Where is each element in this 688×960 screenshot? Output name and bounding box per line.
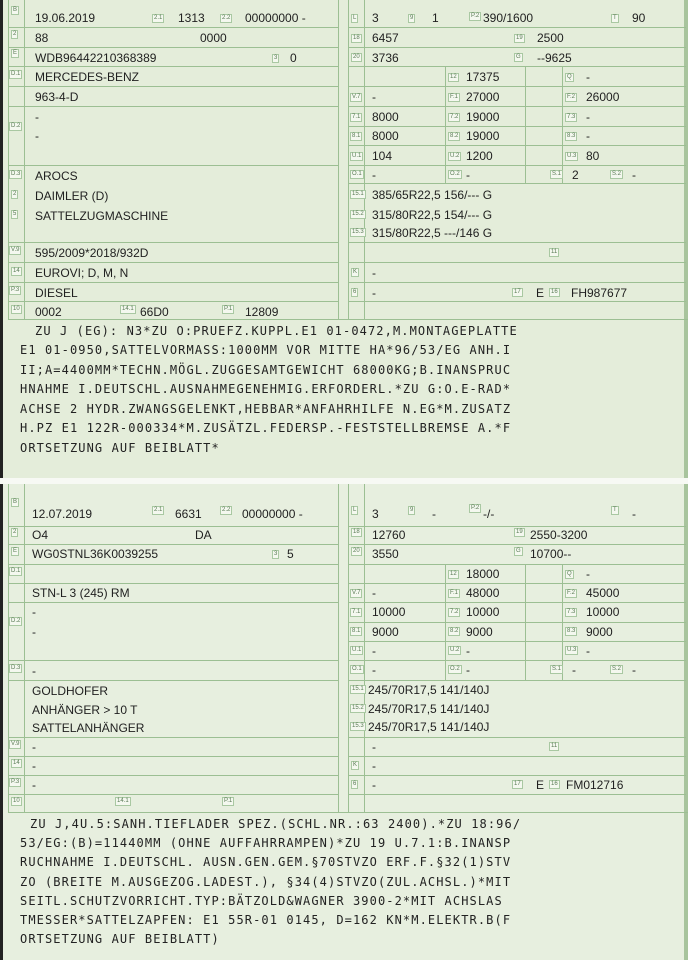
right-edge	[684, 484, 688, 960]
remarks-line: II;A=4400MM*TECHN.MÖGL.ZUGGESAMTGEWICHT 68000KG;B.INANSPRUC	[20, 363, 512, 377]
remarks-line: RUCHNAHME I.DEUTSCHL. AUSN.GEN.GEM.§70STVZO ERF.F.§32(1)STV	[20, 855, 512, 869]
axles: 3	[372, 507, 379, 521]
axle-load-7-1: 8000	[372, 110, 399, 124]
max-mass-f1: 27000	[466, 90, 500, 104]
field-2b: DA	[195, 528, 212, 542]
field-v7: -	[372, 586, 376, 600]
field-q: -	[586, 567, 590, 581]
left-edge	[0, 0, 3, 478]
axles: 3	[372, 11, 379, 25]
standing-places: -	[632, 663, 636, 677]
remarks-line: ORTSETZUNG AUF BEIBLATT*	[20, 441, 220, 455]
approval-number: 595/2009*2018/932D	[35, 246, 149, 260]
remarks-line: ORTSETZUNG AUF BEIBLATT)	[20, 932, 220, 946]
left-edge	[0, 484, 3, 960]
field-v7: -	[372, 90, 376, 104]
field-o1: -	[372, 168, 376, 182]
make: MERCEDES-BENZ	[35, 70, 140, 84]
manufacturer: DAIMLER (D)	[35, 189, 109, 203]
remarks-line: ZO (BREITE M.AUSGEZOG.LADEST.), §34(4)STVZO(ZUL.ACHSL.)*MIT	[20, 875, 512, 889]
field-k: -	[372, 759, 376, 773]
field-u3: -	[586, 644, 590, 658]
axle-load-7-3: -	[586, 110, 590, 124]
field-u2: 1200	[466, 149, 493, 163]
field-14-1: 66D0	[140, 305, 169, 319]
field-o2: -	[466, 663, 470, 677]
type: 963-4-D	[35, 90, 79, 104]
field-k: -	[372, 266, 376, 280]
standing-places: -	[632, 168, 636, 182]
field-o2: -	[466, 168, 470, 182]
height: 3550	[372, 547, 399, 561]
axle-load-7-1: 10000	[372, 605, 406, 619]
field-10: 0002	[35, 305, 62, 319]
max-mass-f2: 45000	[586, 586, 620, 600]
type-code: 00000000 -	[242, 507, 303, 521]
first-registration-date: 19.06.2019	[35, 11, 96, 25]
field-2: O4	[32, 528, 49, 542]
field-p3: -	[32, 778, 36, 792]
field-14: -	[32, 759, 36, 773]
axle-load-8-3: 9000	[586, 625, 613, 639]
remarks-line: HNAHME I.DEUTSCHL.AUSNAHMEGENEHMIG.ERFORDERL.*ZU G:O.E-RAD*	[20, 382, 512, 396]
vin: WG0STNL36K0039255	[32, 547, 159, 561]
first-registration-date: 12.07.2019	[32, 507, 93, 521]
tyre-axle-1: 245/70R17,5 141/140J	[368, 683, 490, 697]
body-type: SATTELZUGMASCHINE	[35, 209, 169, 223]
type: STN-L 3 (245) RM	[32, 586, 130, 600]
right-edge	[684, 0, 688, 478]
remarks-line: SEITL.SCHUTZVORRICHT.TYP:BÄTZOLD&WAGNER 3900-2*MIT ACHSLAS	[20, 894, 503, 908]
axle-load-8-3: -	[586, 129, 590, 143]
body-type: SATTELANHÄNGER	[32, 721, 145, 735]
remarks-line: TMESSER*SATTELZAPFEN: E1 55R-01 0145, D=162 KN*M.ELEKTR.B(F	[20, 913, 512, 927]
remarks-line: ACHSE 2 HYDR.ZWANGSGELENKT,HEBBAR*ANFAHRHILFE N.EG*M.ZUSATZ	[20, 402, 512, 416]
field-u1: -	[372, 644, 376, 658]
emission-class: EUROVI; D, M, N	[35, 266, 129, 280]
field-o1: -	[372, 663, 376, 677]
vehicle-class: ANHÄNGER > 10 T	[32, 703, 138, 717]
vin: WDB96442210368389	[35, 51, 157, 65]
registration-document-2: B 2.1 2.2 2 E 3 D.1 D.2 D.3 V.9 14 P.3 10 14.1 P.1 L 9 P.2 T 18 19 20 G 12 Q V.7 F.1 F.2 7.1 7.2 7.3 8.1 8.2 8.3 U.1 U.2 U.3 O.1 O.2 S.1 S.2 15.1 15.2 15.3 11 K 6 17 16 12.07.2019 6631 00000000 - O4 DA WG0STNL36K0039255 5 STN-L 3 (245) RM - - - GOLDHOFER ANHÄNGER > 10 T SATTELANHÄNGER - - - 3 - -/- - 12760 2550-3200 3550 10700-- 18000 - - 48000 45000 10000 10000 10000 9000 9000 9000 - - - - - - - 245/70R17,5 141/140J 245/70R17,5 141/140J 245/70R17,5 141/140J - - - E FM012716 ZU J,4U.5:SANH.TIEFLADER SPEZ.(SCHL.NR.:63 2400).*ZU 18:96/ 53/EG:(B)=11440MM (OHNE AUFFAHRRAMPEN)*ZU 19 U.7.1:B.INANSP RUCHNAHME I.DEUTSCHL. AUSN.GEN.GEM.§70STVZO ERF.F.§32(1)STV ZO (BREITE M.AUSGEZOG.LADEST.), §34(4)STVZO(ZUL.ACHSL.)*MIT SEITL.SCHUTZVORRICHT.TYP:BÄTZOLD&WAGNER 3900-2*MIT ACHSLAS TMESSER*SATTELZAPFEN: E1 55R-01 0145, D=162 KN*M.ELEKTR.B(F ORTSETZUNG AUF BEIBLATT)	[0, 484, 688, 960]
axle-load-8-2: 9000	[466, 625, 493, 639]
remarks-line: E1 01-0950,SATTELVORMASS:1000MM VOR MITTE HA*96/53/EG ANH.I	[20, 343, 512, 357]
d2-line2: -	[32, 625, 36, 639]
remarks-line: ZU J,4U.5:SANH.TIEFLADER SPEZ.(SCHL.NR.:63 2400).*ZU 18:96/	[30, 817, 522, 831]
seats: 2	[572, 168, 579, 182]
field-17: E	[536, 286, 545, 300]
tyre-axle-2: 245/70R17,5 141/140J	[368, 702, 490, 716]
max-speed: 90	[632, 11, 646, 25]
axle-load-8-2: 19000	[466, 129, 500, 143]
vin-check-digit: 0	[290, 51, 297, 65]
mass-g: --9625	[537, 51, 572, 65]
d2-line1: -	[32, 605, 36, 619]
field-2b: 0000	[200, 31, 227, 45]
max-mass-f2: 26000	[586, 90, 620, 104]
tyre-axle-2: 315/80R22,5 154/--- G	[372, 208, 493, 222]
registration-document-1: B 2.1 2.2 2 E 3 D.1 D.2 D.3 2 5 V.9 14 P.3 10 14.1 P.1 L 9 P.2 T 18 19 20 G 12 Q V.7 F.1 F.2 7.1 7.2 7.3 8.1 8.2 8.3 U.1 U.2 U.3 O.1 O.2 S.1 S.2 15.1 15.2 15.3 11 K 6 17 16 19.06.2019 1313 00000000 - 88 0000 WDB96442210368389 0 MERCEDES-BENZ 963-4-D - - AROCS DAIMLER (D) SATTELZUGMASCHINE 595/2009*2018/932D EUROVI; D, M, N DIESEL 0002 66D0 12809 3 1 390/1600 90 6457 2500 3736 --9625 17375 - - 27000 26000 8000 19000 - 8000 19000 - 104 1200 80 - - 2 - 385/65R22,5 156/--- G 315/80R22,5 154/--- G 315/80R22,5 ---/146 G - - E FH987677 ZU J (EG): N3*ZU O:PRUEFZ.KUPPL.E1 01-0472,M.MONTAGEPLATTE E1 01-0950,SATTELVORMASS:1000MM VOR MITTE HA*96/53/EG ANH.I II;A=4400MM*TECHN.MÖGL.ZUGGESAMTGEWICHT 68000KG;B.INANSPRUC HNAHME I.DEUTSCHL.AUSNAHMEGENEHMIG.ERFORDERL.*ZU G:O.E-RAD* ACHSE 2 HYDR.ZWANGSGELENKT,HEBBAR*ANFAHRHILFE N.EG*M.ZUSATZ H.PZ E1 122R-000334*M.ZUSÄTZL.FEDERSP.-FESTSTELLBREMSE A.*F ORTSETZUNG AUF BEIBLATT*	[0, 0, 688, 478]
document-number: FM012716	[566, 778, 624, 792]
driven-axles: 1	[432, 11, 439, 25]
axle-load-8-1: 9000	[372, 625, 399, 639]
remarks-line: ZU J (EG): N3*ZU O:PRUEFZ.KUPPL.E1 01-0472,M.MONTAGEPLATTE	[35, 324, 518, 338]
mass-g: 10700--	[530, 547, 572, 561]
max-mass-f1: 48000	[466, 586, 500, 600]
field-12: 17375	[466, 70, 500, 84]
field-v9: -	[32, 740, 36, 754]
d2-line2: -	[35, 129, 39, 143]
axle-load-7-2: 10000	[466, 605, 500, 619]
manufacturer-code: 1313	[178, 11, 205, 25]
d3: -	[32, 664, 36, 678]
field-11: -	[372, 740, 376, 754]
field-6: -	[372, 286, 376, 300]
manufacturer: GOLDHOFER	[32, 684, 109, 698]
length: 6457	[372, 31, 399, 45]
remarks-line: 53/EG:(B)=11440MM (OHNE AUFFAHRRAMPEN)*ZU 19 U.7.1:B.INANSP	[20, 836, 512, 850]
length: 12760	[372, 528, 406, 542]
document-number: FH987677	[571, 286, 628, 300]
field-u2: -	[466, 644, 470, 658]
model: AROCS	[35, 169, 78, 183]
axle-load-7-3: 10000	[586, 605, 620, 619]
vin-check-digit: 5	[287, 547, 294, 561]
field-u3: 80	[586, 149, 600, 163]
tyre-axle-3: 315/80R22,5 ---/146 G	[372, 226, 493, 240]
tyre-axle-1: 385/65R22,5 156/--- G	[372, 188, 493, 202]
type-code: 00000000 -	[245, 11, 306, 25]
field-17: E	[536, 778, 545, 792]
width: 2500	[537, 31, 564, 45]
d2-line1: -	[35, 110, 39, 124]
tyre-axle-3: 245/70R17,5 141/140J	[368, 720, 490, 734]
field-q: -	[586, 70, 590, 84]
height: 3736	[372, 51, 399, 65]
field-u1: 104	[372, 149, 393, 163]
seats: -	[572, 663, 576, 677]
displacement: 12809	[245, 305, 279, 319]
power-rpm: -/-	[483, 507, 495, 521]
field-2: 88	[35, 31, 49, 45]
axle-load-8-1: 8000	[372, 129, 399, 143]
manufacturer-code: 6631	[175, 507, 202, 521]
driven-axles: -	[432, 507, 436, 521]
width: 2550-3200	[530, 528, 588, 542]
remarks-line: H.PZ E1 122R-000334*M.ZUSÄTZL.FEDERSP.-FESTSTELLBREMSE A.*F	[20, 421, 512, 435]
field-12: 18000	[466, 567, 500, 581]
axle-load-7-2: 19000	[466, 110, 500, 124]
fuel-type: DIESEL	[35, 286, 78, 300]
field-6: -	[372, 778, 376, 792]
power-rpm: 390/1600	[483, 11, 534, 25]
max-speed: -	[632, 507, 636, 521]
